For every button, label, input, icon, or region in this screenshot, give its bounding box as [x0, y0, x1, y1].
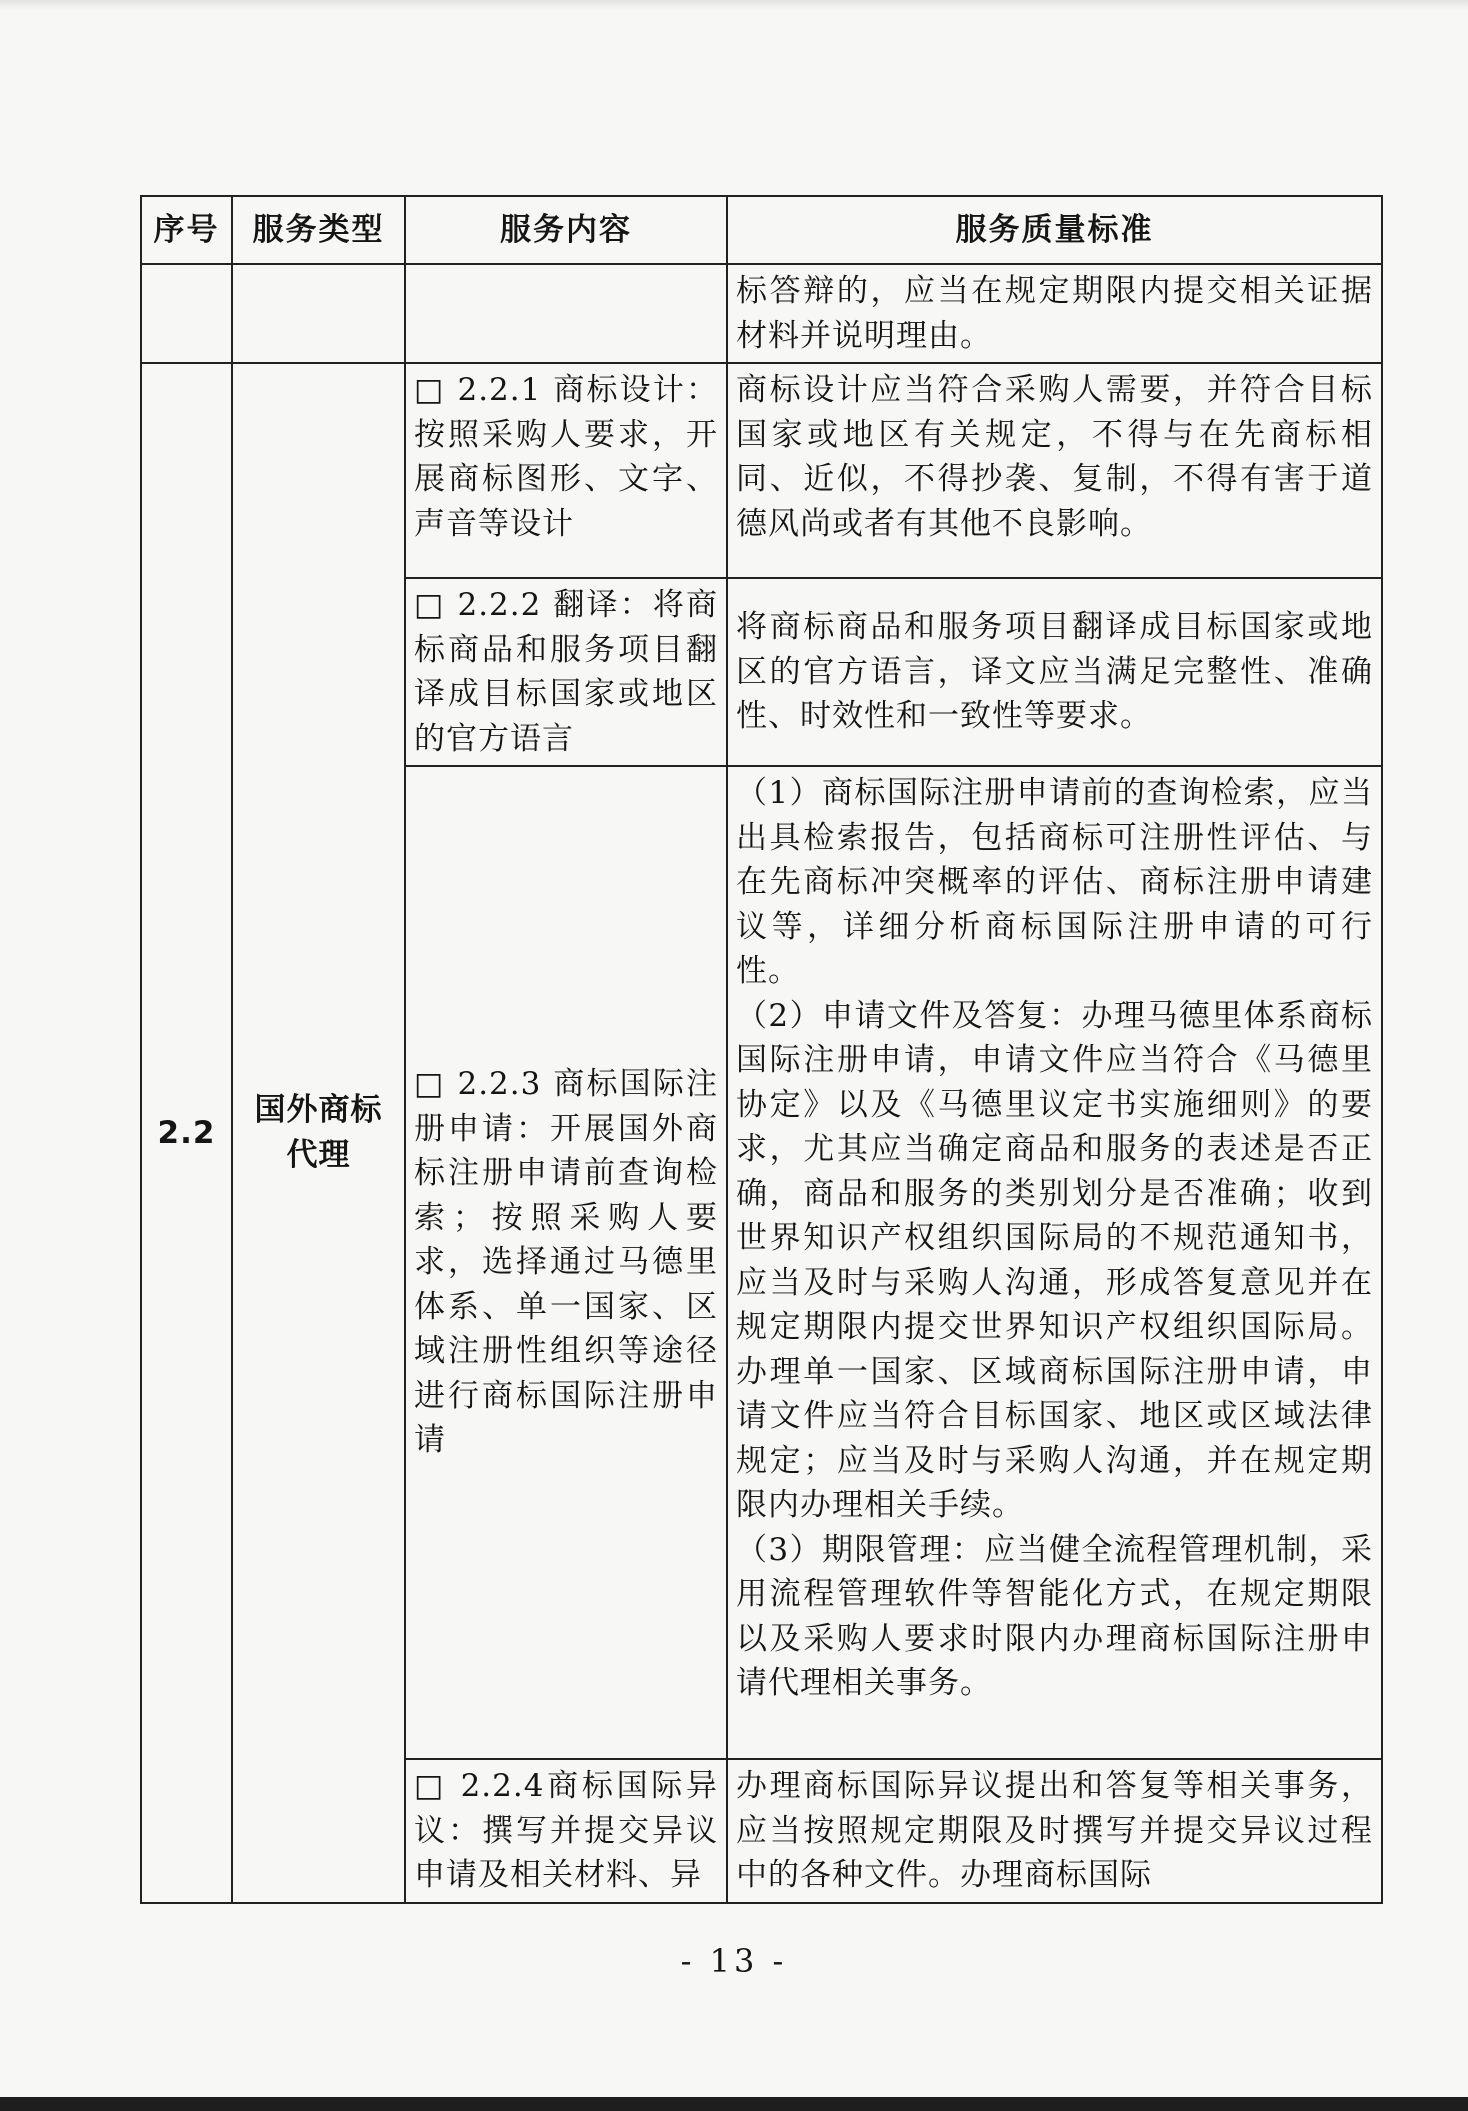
header-seq: 序号 — [141, 196, 232, 264]
cell-standard-continued: 标答辩的，应当在规定期限内提交相关证据材料并说明理由。 — [727, 264, 1382, 363]
cell-standard-2-2-1: 商标设计应当符合采购人需要，并符合目标国家或地区有关规定，不得与在先商标相同、近似，不得抄袭、复制，不得有害于道德风尚或者有其他不良影响。 — [727, 363, 1382, 578]
cell-content-2-2-1: □ 2.2.1 商标设计：按照采购人要求，开展商标图形、文字、声音等设计 — [405, 363, 727, 578]
scan-bottom-edge — [0, 2097, 1468, 2111]
cell-empty — [405, 264, 727, 363]
header-quality-standard: 服务质量标准 — [727, 196, 1382, 264]
header-service-content: 服务内容 — [405, 196, 727, 264]
header-service-type: 服务类型 — [232, 196, 405, 264]
standard-paragraph-3: （3）期限管理：应当健全流程管理机制，采用流程管理软件等智能化方式，在规定期限以及采购人要求时限内办理商标国际注册申请代理相关事务。 — [736, 1531, 1373, 1701]
cell-standard-2-2-4: 办理商标国际异议提出和答复等相关事务，应当按照规定期限及时撰写并提交异议过程中的各种文件。办理商标国际 — [727, 1759, 1382, 1903]
cell-content-2-2-3: □ 2.2.3 商标国际注册申请：开展国外商标注册申请前查询检索；按照采购人要求，选择通过马德里体系、单一国家、区域注册性组织等途径进行商标国际注册申请 — [405, 766, 727, 1759]
cell-content-2-2-4: □ 2.2.4商标国际异议：撰写并提交异议申请及相关材料、异 — [405, 1759, 727, 1903]
cell-empty — [232, 264, 405, 363]
service-standard-table — [140, 195, 1383, 1904]
scan-top-edge — [0, 0, 1468, 10]
cell-empty — [141, 264, 232, 363]
cell-section-type: 国外商标代理 — [232, 363, 405, 1903]
table-row-continued — [141, 264, 1382, 363]
table-row-2-2-1 — [141, 363, 1382, 578]
cell-section-seq: 2.2 — [141, 363, 232, 1903]
standard-paragraph-2: （2）申请文件及答复：办理马德里体系商标国际注册申请，申请文件应当符合《马德里协定》以及《马德里议定书实施细则》的要求，尤其应当确定商品和服务的表述是否正确，商品和服务的类别划分是否准确；收到世界知识产权组织国际局的不规范通知书，应当及时与采购人沟通，形成答复意见并在规定期限内提交世界知识产权组织国际局。办理单一国家、区域商标国际注册申请，申请文件应当符合目标国家、地区或区域法律规定；应当及时与采购人沟通，并在规定期限内办理相关手续。 — [736, 997, 1373, 1523]
cell-standard-2-2-2: 将商标商品和服务项目翻译成目标国家或地区的官方语言，译文应当满足完整性、准确性、时效性和一致性等要求。 — [727, 578, 1382, 766]
table-header-row — [141, 196, 1382, 264]
page-number: - 13 - — [680, 1942, 788, 1980]
standard-paragraph-1: （1）商标国际注册申请前的查询检索，应当出具检索报告，包括商标可注册性评估、与在先商标冲突概率的评估、商标注册申请建议等，详细分析商标国际注册申请的可行性。 — [736, 775, 1373, 989]
cell-content-2-2-2: □ 2.2.2 翻译：将商标商品和服务项目翻译成目标国家或地区的官方语言 — [405, 578, 727, 766]
cell-standard-2-2-3 — [727, 766, 1382, 1759]
